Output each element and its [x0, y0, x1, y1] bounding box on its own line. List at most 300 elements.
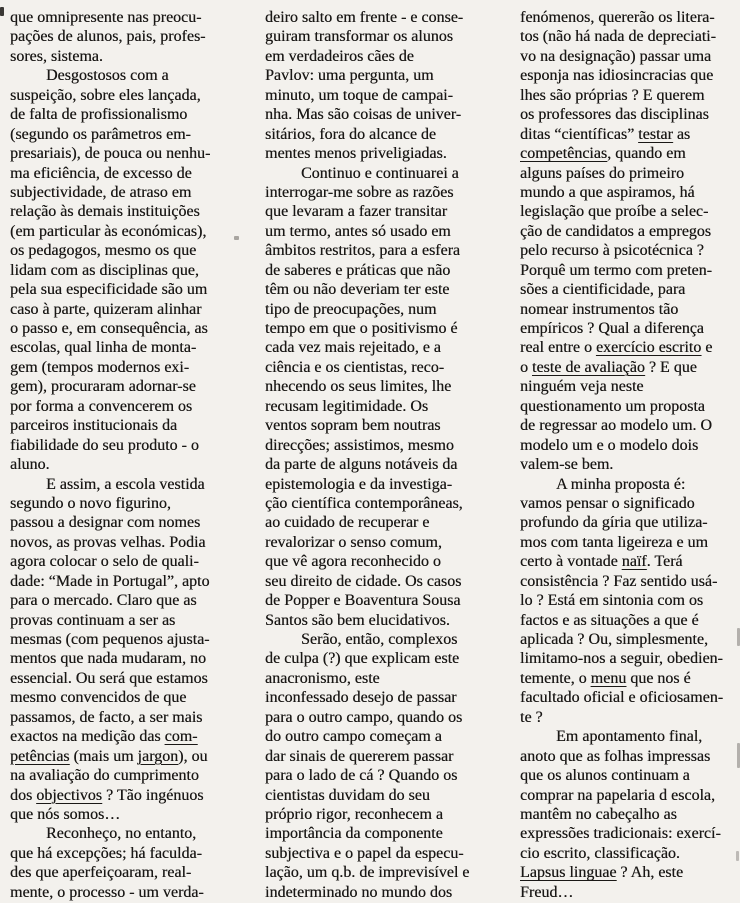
text-line: [10, 66, 238, 85]
text-segment: esponja nas idiosincracias que: [520, 67, 714, 85]
text-segment: os pedagogos, mesmo os que: [10, 242, 197, 260]
text-line: [520, 125, 740, 144]
text-line: [265, 397, 493, 416]
text-segment: ? E que: [644, 358, 697, 376]
text-line: [10, 377, 238, 396]
text-segment: ? Ah, este: [616, 864, 684, 882]
text-line: [520, 164, 740, 183]
text-segment: Continuo e continuarei a: [301, 164, 459, 182]
text-segment: modelo um e o modelo dois: [520, 436, 699, 454]
text-segment: vamos pensar o significado: [520, 494, 695, 512]
scan-speck-top-left: [0, 7, 4, 16]
text-line: [520, 319, 740, 338]
text-line: [265, 280, 493, 299]
text-segment: em verdadeiros cães de: [265, 47, 414, 65]
text-line: [10, 591, 238, 610]
text-line: [265, 513, 493, 532]
text-line: [265, 591, 493, 610]
text-line: [265, 455, 493, 474]
text-segment: para o mercado. Claro que as: [10, 592, 197, 610]
text-segment: cientistas duvidam do seu: [265, 786, 430, 804]
text-segment: ditas “científicas”: [520, 125, 639, 143]
text-segment: limitamo-nos a seguir, obedien-: [520, 650, 723, 668]
text-line: [520, 416, 740, 435]
text-segment: presariais), de pouca ou nenhu-: [10, 145, 211, 163]
text-line: [520, 630, 740, 649]
text-segment: deiro salto em frente - e conse-: [265, 9, 464, 26]
text-line: [10, 863, 238, 882]
text-line: [10, 494, 238, 513]
text-line: [520, 66, 740, 85]
text-segment: facultado oficial e oficiosamen-: [520, 689, 724, 707]
text-segment: mundo a que aspiramos, há: [520, 183, 695, 201]
text-segment: que omnipresente nas preocu-: [10, 9, 202, 26]
text-line: [520, 786, 740, 805]
text-line: [265, 144, 493, 163]
text-line: [265, 183, 493, 202]
text-line: [265, 649, 493, 668]
text-line: [10, 455, 238, 474]
text-segment: minuto, um toque de campai-: [265, 86, 453, 104]
text-segment: parceiros institucionais da: [10, 417, 178, 435]
text-segment: lo ? Está em sintonia com os: [520, 592, 704, 610]
underlined-text: jargon: [137, 747, 179, 765]
text-line: [10, 786, 238, 805]
text-line: [265, 533, 493, 552]
text-line: [265, 241, 493, 260]
text-line: [520, 883, 740, 902]
text-segment: Santos são bem elucidativos.: [265, 611, 450, 629]
text-segment: o: [520, 358, 532, 376]
text-line: [10, 572, 238, 591]
text-line: [10, 611, 238, 630]
text-line: [10, 47, 238, 66]
text-line: [520, 280, 740, 299]
text-line: [520, 766, 740, 785]
text-line: [265, 863, 493, 882]
text-line: [520, 572, 740, 591]
text-segment: ao cuidado de recuperar e: [265, 514, 430, 532]
text-segment: certo à vontade: [520, 553, 622, 571]
text-line: [10, 708, 238, 727]
text-segment: subjectiva e o papel da especu-: [265, 844, 464, 862]
text-segment: que há excepções; há faculda-: [10, 844, 202, 862]
text-segment: interrogar-me sobre as razões: [265, 183, 454, 201]
text-line: [520, 436, 740, 455]
text-column-3: [520, 8, 740, 902]
text-line: [10, 688, 238, 707]
text-line: [10, 241, 238, 260]
text-segment: nomear instrumentos tão: [520, 300, 679, 318]
underlined-text: com-: [164, 728, 198, 746]
text-line: [10, 649, 238, 668]
text-segment: , quando em: [607, 145, 686, 163]
underlined-text: testar: [638, 125, 673, 143]
text-line: [520, 591, 740, 610]
text-segment: nha. Mas são coisas de univer-: [265, 106, 462, 124]
text-segment: de culpa (?) que explicam este: [265, 650, 460, 668]
text-line: [520, 455, 740, 474]
text-segment: fiabilidade do seu produto - o: [10, 436, 199, 454]
text-segment: sores, sistema.: [10, 47, 103, 65]
underlined-text: menu: [590, 669, 627, 687]
text-line: [10, 144, 238, 163]
text-segment: real entre o: [520, 339, 596, 357]
text-segment: por forma a convencerem os: [10, 397, 193, 415]
text-segment: mesmas (com pequenos ajusta-: [10, 631, 210, 648]
text-segment: passou a designar com nomes: [10, 514, 201, 532]
text-segment: seu direito de cidade. Os casos: [265, 572, 462, 590]
text-line: [10, 844, 238, 863]
text-segment: lação, um q.b. de imprevisível e: [265, 864, 470, 882]
text-segment: ma eficiência, de excesso de: [10, 164, 192, 182]
text-line: [265, 611, 493, 630]
text-segment: Porquê um termo com preten-: [520, 261, 712, 279]
text-line: [265, 786, 493, 805]
text-line: [10, 8, 238, 27]
text-segment: agora colocar o selo de quali-: [10, 553, 199, 571]
text-line: [520, 708, 740, 727]
text-line: [265, 805, 493, 824]
text-line: [265, 164, 493, 183]
text-line: [520, 300, 740, 319]
text-segment: Desgostosos com a: [46, 67, 169, 85]
text-segment: mentos que nada mudaram, no: [10, 650, 206, 668]
text-segment: factos e as situações a que é: [520, 611, 699, 629]
text-line: [10, 630, 238, 649]
text-column-2: [265, 8, 493, 902]
text-line: [520, 86, 740, 105]
text-segment: valem-se bem.: [520, 456, 614, 474]
text-segment: recusam legitimidade. Os: [265, 397, 429, 415]
text-segment: consistência ? Faz sentido usá-: [520, 572, 718, 590]
text-segment: aluno.: [10, 456, 50, 474]
text-line: [10, 533, 238, 552]
text-line: [265, 436, 493, 455]
text-line: [10, 261, 238, 280]
text-line: [10, 766, 238, 785]
text-line: [520, 747, 740, 766]
text-segment: passamos, de facto, a ser mais: [10, 708, 203, 726]
text-segment: que levaram a fazer transitar: [265, 203, 448, 221]
text-segment: essencial. Ou será que estamos: [10, 669, 208, 687]
text-line: [10, 358, 238, 377]
text-line: [520, 261, 740, 280]
text-line: [265, 844, 493, 863]
text-line: [265, 105, 493, 124]
text-segment: mentes menos priveligiadas.: [265, 145, 447, 163]
text-segment: da parte de alguns notáveis da: [265, 456, 458, 474]
text-segment: e: [701, 339, 713, 357]
text-line: [10, 475, 238, 494]
text-line: [265, 47, 493, 66]
text-line: [520, 649, 740, 668]
text-segment: um termo, antes só usado em: [265, 222, 451, 240]
text-line: [265, 27, 493, 46]
text-line: [10, 280, 238, 299]
text-segment: de regressar ao modelo um. O: [520, 417, 712, 435]
text-segment: Pavlov: uma pergunta, um: [265, 67, 434, 85]
underlined-text: competências: [520, 145, 608, 163]
text-segment: ), ou: [178, 747, 208, 765]
text-segment: dos: [10, 786, 37, 804]
text-segment: vo na designação) passar uma: [520, 47, 712, 65]
text-line: [265, 416, 493, 435]
text-line: [520, 494, 740, 513]
text-segment: empíricos ? Qual a diferença: [520, 320, 704, 337]
text-segment: . Terá: [646, 553, 683, 571]
scan-dot-col1-right: [234, 236, 239, 240]
text-segment: ventos sopram bem noutras: [265, 417, 441, 435]
text-column-1: [10, 8, 238, 902]
text-segment: tipo de preocupações, num: [265, 300, 437, 318]
text-line: [520, 397, 740, 416]
text-line: [520, 844, 740, 863]
text-segment: questionamento um proposta: [520, 397, 705, 415]
text-line: [520, 144, 740, 163]
text-segment: indeterminado no mundo dos: [265, 883, 453, 901]
text-segment: pela sua especificidade são um: [10, 281, 208, 299]
text-line: [10, 397, 238, 416]
text-line: [10, 300, 238, 319]
text-line: [10, 416, 238, 435]
text-line: [10, 319, 238, 338]
text-segment: Serão, então, complexos: [301, 631, 458, 648]
text-segment: mente, o processo - um verda-: [10, 883, 204, 901]
text-segment: pelo recurso à psicotécnica ?: [520, 242, 704, 260]
text-segment: escolas, qual linha de monta-: [10, 339, 197, 357]
text-segment: para o lado de cá ? Quando os: [265, 767, 458, 785]
text-line: [10, 338, 238, 357]
text-line: [520, 611, 740, 630]
text-segment: provas continuam a ser as: [10, 611, 176, 629]
text-segment: gem (tempos modernos exi-: [10, 358, 190, 376]
text-segment: (mais um: [69, 747, 138, 765]
text-segment: exactos na medição das: [10, 728, 165, 746]
text-line: [265, 824, 493, 843]
text-segment: Reconheço, no entanto,: [46, 825, 197, 843]
text-segment: de falta de profissionalismo: [10, 106, 188, 124]
underlined-text: petências: [10, 747, 70, 765]
text-line: [10, 436, 238, 455]
text-line: [265, 125, 493, 144]
text-line: [265, 300, 493, 319]
text-line: [520, 377, 740, 396]
text-line: [520, 533, 740, 552]
text-line: [520, 358, 740, 377]
text-line: [265, 8, 493, 27]
text-segment: (em particular às económicas),: [10, 222, 207, 240]
text-line: [265, 86, 493, 105]
text-segment: aplicada ? Ou, simplesmente,: [520, 631, 708, 648]
text-line: [520, 241, 740, 260]
text-segment: cada vez mais rejeitado, e a: [265, 339, 441, 357]
text-segment: anoto que as folhas impressas: [520, 747, 711, 765]
text-line: [265, 319, 493, 338]
text-line: [520, 475, 740, 494]
text-segment: lhes são próprias ? E querem: [520, 86, 705, 104]
text-line: [10, 222, 238, 241]
text-segment: anacronismo, este: [265, 669, 380, 687]
text-segment: mesmo convencidos de que: [10, 689, 187, 707]
text-segment: na avaliação do cumprimento: [10, 767, 199, 785]
text-segment: que nós somos…: [10, 805, 121, 823]
text-segment: suspeição, sobre eles lançada,: [10, 86, 201, 104]
text-line: [265, 572, 493, 591]
text-line: [10, 202, 238, 221]
text-line: [265, 66, 493, 85]
text-line: [10, 27, 238, 46]
text-line: [10, 883, 238, 902]
text-line: [520, 202, 740, 221]
text-segment: revalorizar o senso comum,: [265, 533, 442, 551]
text-line: [10, 183, 238, 202]
text-segment: legislação que proíbe a selec-: [520, 203, 709, 221]
text-segment: segundo o novo figurino,: [10, 494, 171, 512]
text-segment: novos, as provas velhas. Podia: [10, 533, 206, 551]
text-line: [10, 164, 238, 183]
text-line: [265, 377, 493, 396]
text-line: [520, 338, 740, 357]
underlined-text: teste de avaliação: [532, 358, 645, 376]
text-line: [520, 824, 740, 843]
text-line: [10, 824, 238, 843]
text-segment: tempo em que o positivismo é: [265, 320, 458, 337]
text-segment: Freud…: [520, 883, 574, 901]
text-line: [520, 863, 740, 882]
text-segment: mos com tanta ligeireza e um: [520, 533, 708, 551]
text-line: [265, 688, 493, 707]
text-line: [265, 747, 493, 766]
text-line: [10, 747, 238, 766]
text-segment: fenómenos, quererão os litera-: [520, 9, 715, 26]
text-segment: pações de alunos, pais, profes-: [10, 28, 206, 46]
text-segment: nhecendo os seus limites, lhe: [265, 378, 452, 396]
text-segment: do outro campo começam a: [265, 728, 442, 746]
text-segment: lidam com as disciplinas que,: [10, 261, 199, 279]
text-line: [265, 552, 493, 571]
text-line: [520, 688, 740, 707]
text-line: [265, 669, 493, 688]
text-line: [10, 669, 238, 688]
text-segment: alguns países do primeiro: [520, 164, 684, 182]
text-line: [10, 805, 238, 824]
text-line: [10, 727, 238, 746]
text-segment: que os alunos continuam a: [520, 767, 690, 785]
text-segment: (segundo os parâmetros em-: [10, 125, 191, 143]
text-segment: sões a cientificidade, para: [520, 281, 686, 299]
text-segment: ção científica contemporâneas,: [265, 494, 463, 512]
text-segment: os professores das disciplinas: [520, 106, 709, 124]
text-line: [520, 552, 740, 571]
text-segment: que vê agora reconhecido o: [265, 553, 441, 571]
text-segment: próprio rigor, reconhecem a: [265, 805, 443, 823]
text-line: [265, 475, 493, 494]
text-line: [10, 552, 238, 571]
text-segment: Em apontamento final,: [556, 728, 703, 746]
text-segment: sitários, fora do alcance de: [265, 125, 437, 143]
text-line: [520, 27, 740, 46]
text-segment: gem), procuraram adornar-se: [10, 378, 196, 396]
scan-edge-dash-right-3: [736, 851, 739, 861]
text-line: [520, 727, 740, 746]
text-segment: para o outro campo, quando os: [265, 708, 463, 726]
text-segment: subjectividade, de atraso em: [10, 183, 192, 201]
text-line: [520, 513, 740, 532]
text-line: [265, 261, 493, 280]
text-segment: mantêm no cabeçalho as: [520, 805, 677, 823]
text-segment: temente, o: [520, 669, 591, 687]
text-line: [265, 358, 493, 377]
text-line: [10, 86, 238, 105]
text-line: [520, 222, 740, 241]
underlined-text: Lapsus linguae: [520, 864, 617, 882]
text-segment: direcções; assistimos, mesmo: [265, 436, 454, 454]
text-segment: de Popper e Boaventura Sousa: [265, 592, 461, 610]
text-segment: caso à parte, quizeram alinhar: [10, 300, 202, 318]
text-line: [520, 183, 740, 202]
text-segment: ninguém veja neste: [520, 378, 644, 396]
text-line: [265, 494, 493, 513]
text-line: [265, 766, 493, 785]
text-segment: ? Tão ingénuos: [102, 786, 204, 804]
text-segment: A minha proposta é:: [556, 475, 686, 493]
text-line: [520, 669, 740, 688]
text-line: [265, 338, 493, 357]
text-line: [265, 630, 493, 649]
text-segment: expressões tradicionais: exercí-: [520, 825, 721, 843]
text-segment: cio escrito, classificação.: [520, 844, 680, 862]
text-line: [265, 202, 493, 221]
underlined-text: exercício escrito: [595, 339, 702, 357]
text-segment: inconfessado desejo de passar: [265, 689, 457, 707]
underlined-text: objectivos: [36, 786, 102, 804]
text-segment: tos (não há nada de depreciati-: [520, 28, 716, 46]
text-segment: epistemologia e da investiga-: [265, 475, 453, 493]
text-line: [10, 513, 238, 532]
text-line: [265, 708, 493, 727]
text-segment: têm ou não deveriam ter este: [265, 281, 450, 299]
text-segment: ção de candidatos a empregos: [520, 222, 712, 240]
text-segment: as: [672, 125, 691, 143]
text-line: [265, 883, 493, 902]
text-segment: âmbitos restritos, para a esfera: [265, 242, 461, 260]
text-segment: des que aperfeiçoaram, real-: [10, 864, 192, 882]
text-segment: guiram transformar os alunos: [265, 28, 453, 46]
text-line: [520, 47, 740, 66]
text-line: [10, 105, 238, 124]
text-segment: ciência e os cientistas, reco-: [265, 358, 445, 376]
text-segment: importância da componente: [265, 825, 443, 843]
text-segment: de saberes e práticas que não: [265, 261, 451, 279]
text-segment: profundo da gíria que utiliza-: [520, 514, 708, 532]
text-segment: o passo e, em consequência, as: [10, 320, 208, 337]
text-segment: que nos é: [626, 669, 691, 687]
text-segment: dar sinais de quererem passar: [265, 747, 454, 765]
text-line: [10, 125, 238, 144]
text-segment: relação às demais instituições: [10, 203, 200, 221]
text-segment: comprar na papelaria d escola,: [520, 786, 716, 804]
text-segment: E assim, a escola vestida: [46, 475, 205, 493]
text-line: [265, 222, 493, 241]
text-line: [265, 727, 493, 746]
text-line: [520, 8, 740, 27]
text-line: [520, 105, 740, 124]
text-segment: dade: “Made in Portugal”, apto: [10, 572, 210, 590]
text-segment: te ?: [520, 708, 543, 726]
text-line: [520, 805, 740, 824]
underlined-text: naïf: [621, 553, 647, 571]
